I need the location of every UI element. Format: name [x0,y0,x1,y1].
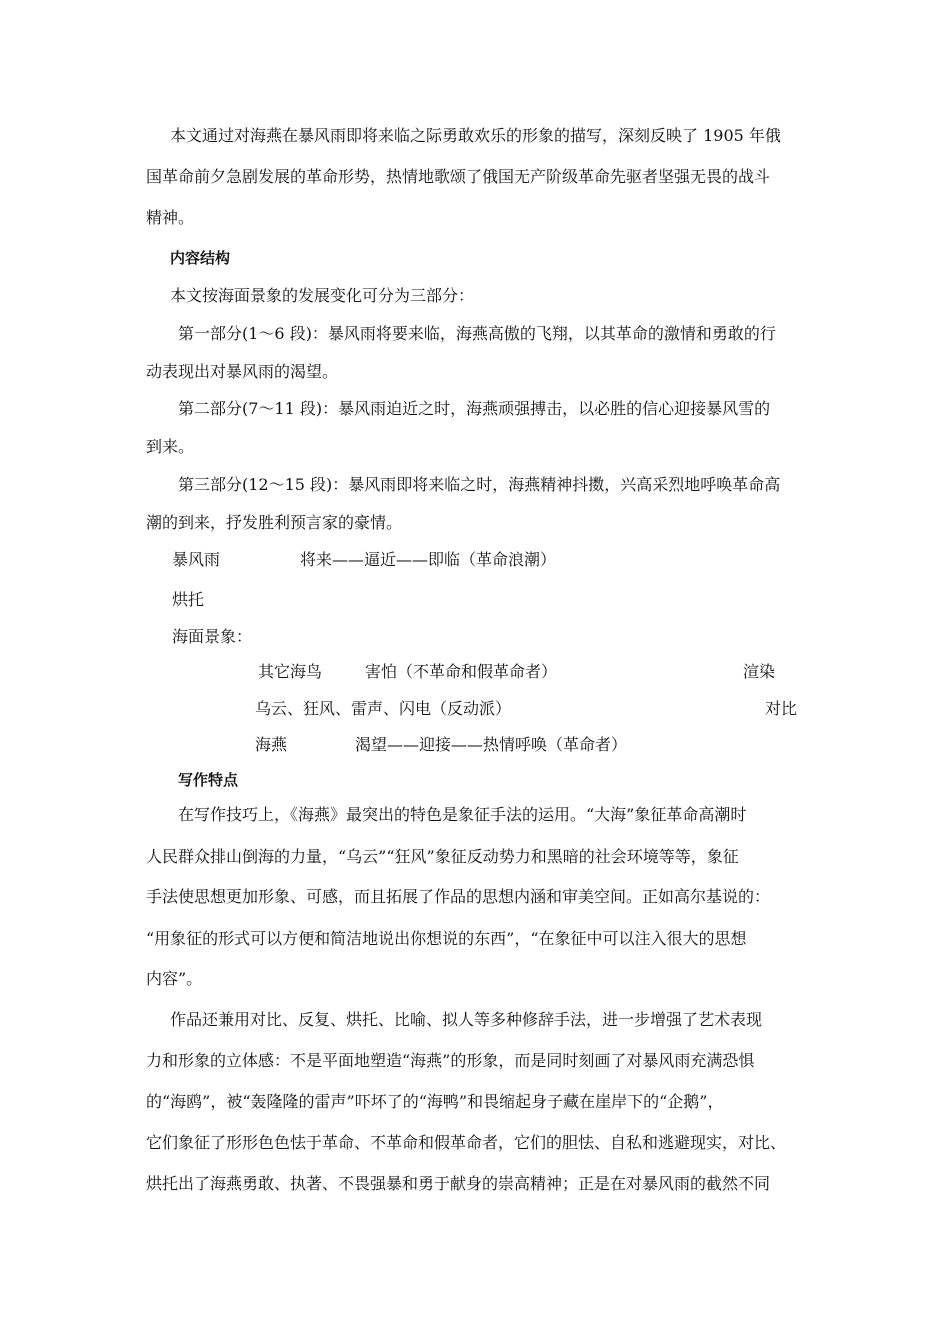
writing-p2-line-4: 它们象征了形形色色怯于革命、不革命和假革命者，它们的胆怯、自私和逃避现实，对比、 [146,1133,787,1152]
row2-right: 对比 [765,699,798,718]
writing-p1-line-2: 人民群众排山倒海的力量，“乌云”“狂风”象征反动势力和黑暗的社会环境等等，象征 [146,847,739,866]
writing-p2-line-2: 力和形象的立体感：不是平面地塑造“海燕”的形象，而是同时刻画了对暴风雨充满恐惧 [146,1051,755,1070]
writing-p2-line-3: 的“海鸥”，被“轰隆隆的雷声”吓坏了的“海鸭”和畏缩起身子藏在崖岸下的“企鹅”， [146,1092,724,1111]
part1-line-1: 第一部分(1～6 段)：暴风雨将要来临，海燕高傲的飞翔，以其革命的激情和勇敢的行 [178,324,776,343]
intro-line-3: 精神。 [146,208,195,227]
writing-heading: 写作特点 [178,771,239,789]
row2-left: 乌云、狂风、雷声、闪电（反动派） [255,699,512,718]
row3-left: 海燕 [255,735,288,754]
writing-p2-line-1: 作品还兼用对比、反复、烘托、比喻、拟人等多种修辞手法，进一步增强了艺术表现 [170,1010,763,1029]
part2-line-2: 到来。 [146,437,195,456]
writing-p1-line-5: 内容”。 [146,969,203,988]
intro-line-2: 国革命前夕急剧发展的革命形势，热情地歌颂了俄国无产阶级革命先驱者坚强无畏的战斗 [146,167,771,186]
part1-line-2: 动表现出对暴风雨的渴望。 [146,362,339,381]
foil-label: 烘托 [172,590,205,609]
row1-mid: 害怕（不革命和假革命者） [365,662,558,681]
storm-label: 暴风雨 [172,550,221,569]
writing-p1-line-1: 在写作技巧上，《海燕》最突出的特色是象征手法的运用。“大海”象征革命高潮时 [178,805,747,824]
writing-p2-line-5: 烘托出了海燕勇敢、执著、不畏强暴和勇于献身的崇高精神；正是在对暴风雨的截然不同 [146,1174,771,1193]
part3-line-2: 潮的到来，抒发胜利预言家的豪情。 [146,513,403,532]
writing-p1-line-4: “用象征的形式可以方便和简洁地说出你想说的东西”，“在象征中可以注入很大的思想 [146,929,747,948]
row1-left: 其它海鸟 [258,662,323,681]
row1-right: 渲染 [743,662,776,681]
part3-line-1: 第三部分(12～15 段)：暴风雨即将来临之时，海燕精神抖擞，兴高采烈地呼唤革命高 [178,475,781,494]
structure-lead: 本文按海面景象的发展变化可分为三部分： [170,286,475,305]
sea-label: 海面景象： [172,627,253,646]
intro-line-1: 本文通过对海燕在暴风雨即将来临之际勇敢欢乐的形象的描写，深刻反映了 1905 年俄 [170,126,781,145]
structure-heading: 内容结构 [170,249,231,267]
part2-line-1: 第二部分(7～11 段)：暴风雨迫近之时，海燕顽强搏击，以必胜的信心迎接暴风雪的 [178,399,771,418]
storm-stages: 将来——逼近——即临（革命浪潮） [300,550,557,569]
writing-p1-line-3: 手法使思想更加形象、可感，而且拓展了作品的思想内涵和审美空间。正如高尔基说的： [146,887,771,906]
row3-mid: 渴望——迎接——热情呼唤（革命者） [355,735,628,754]
